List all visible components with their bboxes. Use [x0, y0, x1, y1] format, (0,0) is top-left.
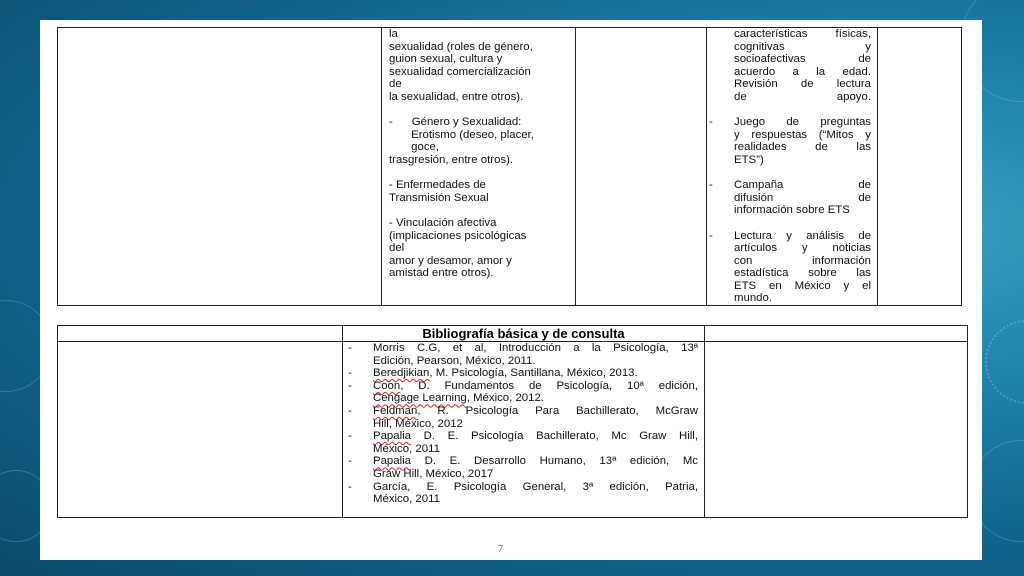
entry-line: Hill, México, 2012	[373, 417, 463, 430]
bibliography-entry	[348, 405, 698, 430]
entry-line: Graw Hill, México, 2017	[373, 467, 494, 480]
activity-line: artículos y noticias	[734, 242, 871, 255]
topic-line: - Vinculación afectiva	[389, 216, 497, 229]
activity-line: estadística sobre las	[734, 267, 871, 280]
activity-line: socioafectivas de	[734, 53, 871, 66]
bibliography-list	[343, 342, 704, 506]
document-page	[40, 20, 982, 560]
spacer	[709, 217, 871, 230]
activity-item	[709, 230, 871, 306]
bullet-dash: -	[709, 116, 713, 129]
entry-text	[373, 367, 698, 380]
entry-line: México, 2011	[373, 442, 440, 455]
activity-line: Revisión de lectura	[734, 78, 871, 91]
activity-line: cognitivas y	[734, 40, 871, 53]
entry-text	[373, 430, 698, 455]
entry-text	[373, 455, 698, 480]
activity-line: acuerdo a la edad.	[734, 65, 871, 78]
bullet-dash: -	[348, 404, 352, 417]
entry-text	[373, 481, 698, 506]
activity-line: información sobre ETS	[734, 204, 850, 217]
activity-text	[734, 179, 871, 217]
topic-line: (implicaciones psicológicas	[389, 229, 527, 242]
bullet-dash: -	[348, 430, 352, 443]
entry-line: García, E. Psicología General, 3ª edición, Patria,	[373, 480, 698, 493]
background-dotted-circle	[985, 320, 1024, 404]
activity-line: Campaña de	[734, 179, 871, 192]
topic-line: la sexualidad, entre otros).	[389, 90, 524, 103]
activity-line: y respuestas (“Mitos y	[734, 128, 871, 141]
topic-line: Erotismo (deseo, placer,	[389, 128, 534, 141]
entry-text	[373, 342, 698, 367]
activities-intro	[709, 28, 871, 104]
entry-line: México, 2011	[373, 493, 440, 506]
entry-line: Edición, Pearson, México, 2011.	[373, 354, 536, 367]
topics-list	[382, 28, 575, 280]
bullet-dash: -	[348, 480, 352, 493]
topic-line: sexualidad (roles de género,	[389, 40, 533, 53]
topic-line: Transmisión Sexual	[389, 191, 489, 204]
topic-line: de	[389, 78, 402, 91]
content-table	[57, 27, 962, 306]
topic-line: guion sexual, cultura y	[389, 53, 503, 66]
topic-line: trasgresión, entre otros).	[389, 153, 514, 166]
bullet-dash: -	[348, 455, 352, 468]
entry-line: Papalia D. E. Desarrollo Humano, 13ª edición, Mc	[373, 455, 698, 468]
activity-line: características físicas,	[734, 28, 871, 40]
bullet-dash: -	[709, 229, 713, 242]
topic-line: goce,	[389, 141, 440, 154]
entry-line: Coon, D. Fundamentos de Psicología, 10ª edición,	[373, 379, 698, 392]
activity-item	[709, 179, 871, 217]
author-name: Papalia	[373, 430, 411, 443]
bibliography-entry	[348, 367, 698, 380]
table-cell-empty	[878, 28, 962, 306]
spacer	[389, 204, 575, 217]
topic-line: del	[389, 242, 405, 255]
activity-line: mundo.	[734, 292, 772, 305]
author-name: Feldman	[373, 404, 418, 417]
entry-line: Beredjikian, M. Psicología, Santillana, México, 2013.	[373, 367, 638, 380]
entry-text	[373, 405, 698, 430]
publisher-name: Cengage Learning	[373, 392, 467, 405]
activity-line: difusión de	[734, 191, 871, 204]
bibliography-entry	[348, 430, 698, 455]
topic-line: amor y desamor, amor y	[389, 254, 512, 267]
entry-line: Cengage Learning, México, 2012.	[373, 392, 544, 405]
activity-line: de apoyo.	[734, 90, 871, 103]
bullet-dash: -	[348, 342, 352, 354]
author-name: Beredjikian	[373, 367, 430, 380]
table-cell-empty	[576, 28, 707, 306]
activity-text	[734, 116, 871, 166]
bibliography-entry	[348, 380, 698, 405]
topic-line: - Enfermedades de	[389, 179, 486, 192]
topic-line: - Género y Sexualidad:	[389, 116, 522, 129]
bibliography-entry	[348, 455, 698, 480]
spacer	[709, 167, 871, 180]
activity-line: Lectura y análisis de	[734, 229, 871, 242]
bibliography-empty-cell	[705, 326, 968, 342]
activity-line: con información	[734, 254, 871, 267]
entry-line: Morris C.G, et al, Introducción a la Psicología, 13ª	[373, 342, 698, 354]
bibliography-empty-cell	[58, 342, 343, 518]
entry-line: Papalia D. E. Psicología Bachillerato, Mc Graw Hill,	[373, 430, 698, 443]
bibliography-entries-cell	[343, 342, 705, 518]
bullet-dash: -	[348, 367, 352, 380]
topics-cell	[382, 28, 576, 306]
activity-text	[734, 230, 871, 306]
bibliography-empty-cell	[58, 326, 343, 342]
author-name: Papalia	[373, 455, 411, 468]
activities-list	[707, 28, 877, 305]
table-cell-empty	[58, 28, 382, 306]
activity-item	[709, 116, 871, 166]
spacer	[389, 104, 575, 117]
bibliography-entry	[348, 342, 698, 367]
activity-line: realidades de las	[734, 141, 871, 154]
topic-line: sexualidad comercialización	[389, 65, 531, 78]
topic-line: amistad entre otros).	[389, 267, 494, 280]
activity-line: Juego de preguntas	[734, 116, 871, 129]
bibliography-table	[57, 325, 968, 518]
page-number: 7	[498, 544, 503, 555]
activity-line: ETS”)	[734, 153, 764, 166]
bibliography-entry	[348, 481, 698, 506]
bibliography-empty-cell	[705, 342, 968, 518]
activity-line: ETS en México y el	[734, 279, 871, 292]
entry-line: Feldman, R. Psicología Para Bachillerato, McGraw	[373, 404, 698, 417]
bibliography-title: Bibliografía básica y de consulta	[422, 326, 625, 341]
activities-cell	[707, 28, 878, 306]
entry-text	[373, 380, 698, 405]
spacer	[389, 167, 575, 180]
bullet-dash: -	[348, 379, 352, 392]
bibliography-header	[343, 326, 705, 342]
topic-line: la	[389, 28, 398, 40]
author-name: Coon	[373, 379, 401, 392]
spacer	[709, 104, 871, 117]
bullet-dash: -	[709, 179, 713, 192]
